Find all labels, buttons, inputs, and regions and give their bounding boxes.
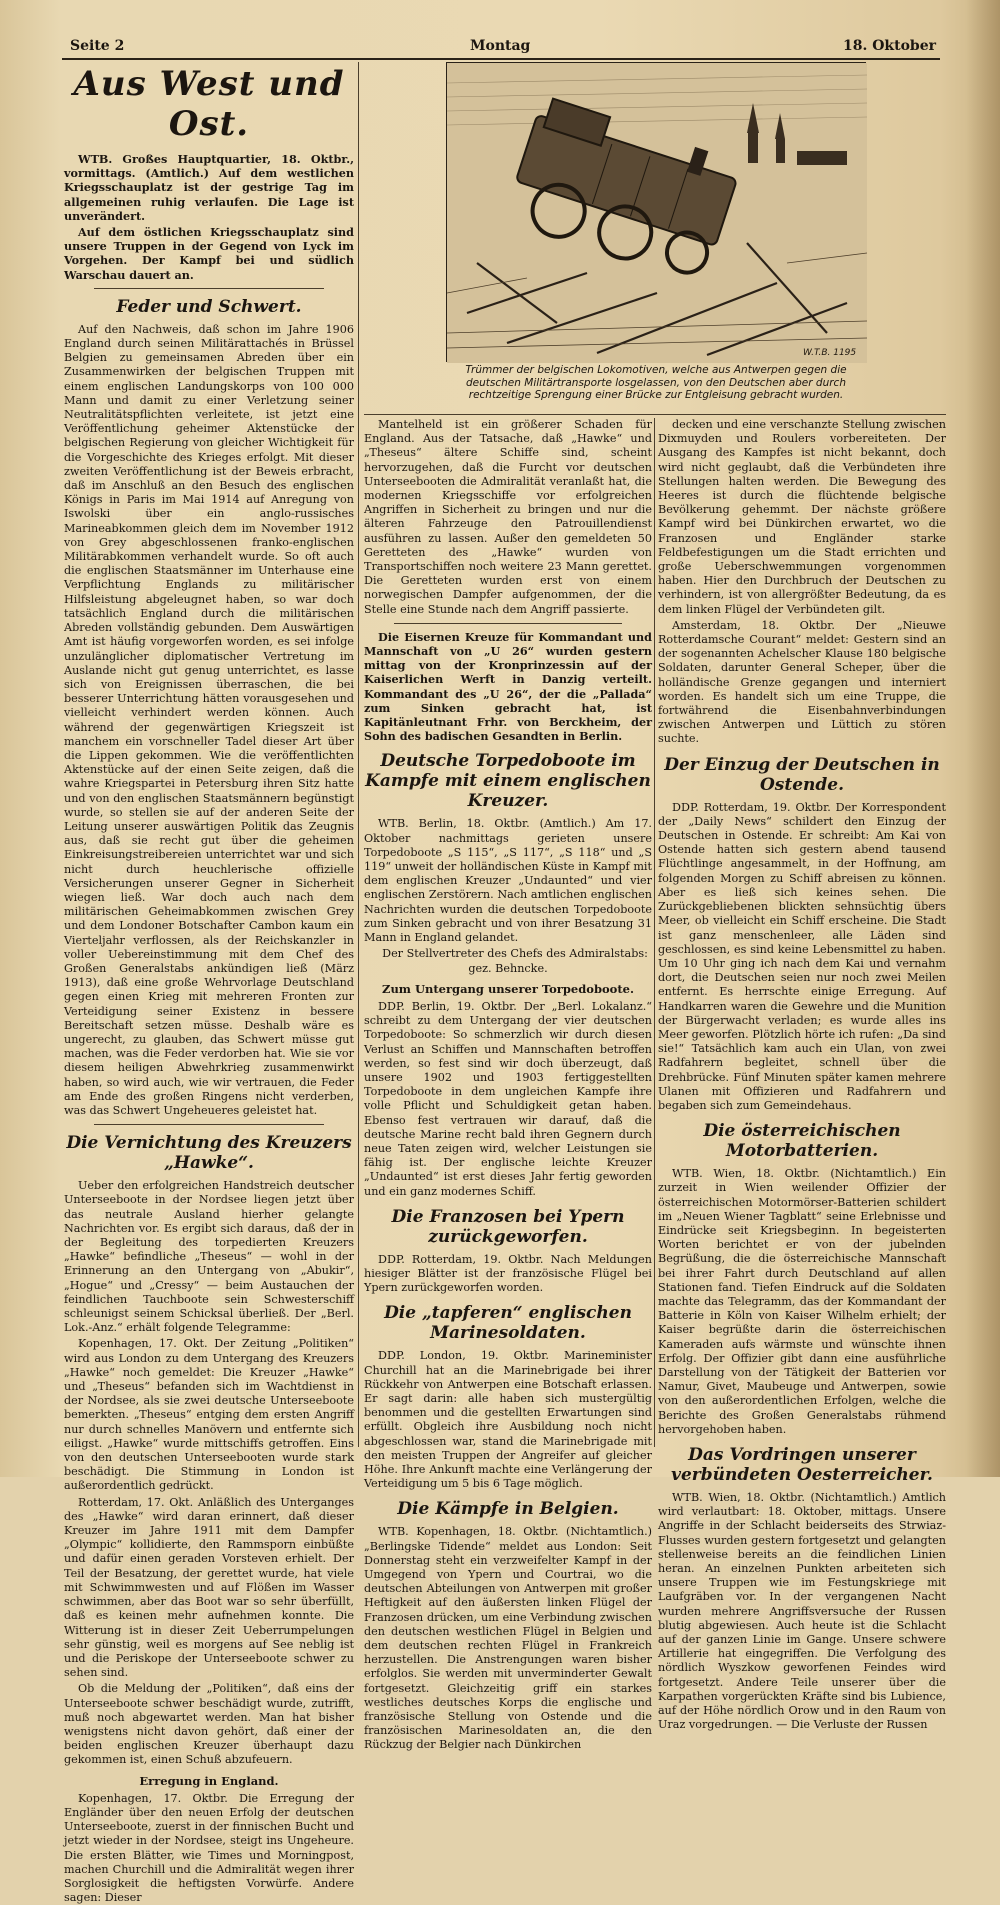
- column-3: [658, 418, 946, 1732]
- weekday: Montag: [470, 38, 531, 54]
- issue-date: 18. Oktober: [842, 38, 936, 54]
- page-header: [60, 36, 940, 58]
- page-binding-shadow: [966, 0, 1000, 1477]
- article-paragraph: Ob die Meldung der „Politiken“, daß eins der Unterseeboote schwer beschädigt wurde, zutrifft, muß noch abgewartet werden. Man hat bisher wenigstens nicht davon gehört, daß einer der beiden englischen Kreuzer überhaupt dazu gekommen ist, einen Schuß abzufeuern.: [64, 1682, 354, 1767]
- header-rule: [62, 58, 940, 60]
- page-number: Seite 2: [70, 38, 125, 54]
- article-paragraph: Rotterdam, 17. Okt. Anläßlich des Unterganges des „Hawke“ wird daran erinnert, daß dieser Kreuzer im Jahre 1911 mit dem Dampfer „Olympic“ kollidierte, den Rammsporn einbüßte und dafür einen geraden Vorsteven erhielt. Der Teil der Besatzung, der gerettet wurde, hat viele mit Schwimmwesten und auf Flößen im Wasser schwimmen, aber das Boot war so sehr überfüllt, daß es keinen mehr aufnehmen konnte. Die Witterung ist in dieser Zeit Ueberrumpelungen sehr günstig, weil es morgens auf See neblig ist und die Periskope der Unterseeboote schwer zu sehen sind.: [64, 1495, 354, 1680]
- separator: [94, 1124, 324, 1125]
- signature-line: Der Stellvertreter des Chefs des Admiralstabs: gez. Behncke.: [382, 947, 648, 975]
- article-paragraph: Auf dem östlichen Kriegsschauplatz sind unsere Truppen in der Gegend von Lyck im Vorgehen. Der Kampf bei und südlich Warschau dauert an.: [64, 225, 354, 282]
- headline-ypern: Die Franzosen bei Ypern zurückgeworfen.: [391, 1206, 625, 1247]
- locomotive-wreck-illustration: [446, 62, 866, 362]
- headline-hawke: Die Vernichtung des Kreuzers „Hawke“.: [66, 1133, 352, 1174]
- article-paragraph: Auf den Nachweis, daß schon im Jahre 1906 England durch seinen Militärattachés in Brüssel Belgien zu gemeinsamen Abreden über ein Zusammenwirken der belgischen Truppen mit einem englischen Landungskorps von 100 000 Mann und damit zu einer Verletzung seiner Neutralitätspflichten verleitete, ist jetzt eine Veröffentlichung geheimer Aktenstücke der belgischen Regierung von gleicher Wichtigkeit für die Vorgeschichte des Krieges erfolgt. Mit dieser zweiten Veröffentlichung ist der Beweis erbracht, daß im Anschluß an den Besuch des englischen Königs in Paris im Mai 1914 auf Anregung von Iswolski über ein anglo-russisches Marineabkommen gleich dem im November 1912 von Grey abgeschlossenen franko-englischen Militärabkommen verhandelt wurde. So oft auch die englischen Staatsmänner im Unterhause eine Verpflichtung Englands zu militärischer Hilfsleistung abgeleugnet haben, so war doch tatsächlich England durch die militärischen Abreden vollständig gebunden. Dem Auswärtigen Amt ist häufig vorgeworfen worden, es sei infolge unzulänglicher diplomatischer Vertretung im Auslande nicht gut genug unterrichtet, es lasse sich von Ereignissen überraschen, die bei besserer Unterrichtung hätten vorausgesehen und vielleicht verhindert werden können. Auch während der gegenwärtigen Kriegszeit ist manchem ein vorschneller Tadel dieser Art über die Lippen gekommen. Wie die veröffentlichten Aktenstücke auf der einen Seite zeigen, daß die wahre Kriegspartei in Petersburg ihren Sitz hatte und von den englischen Staatsmännern begünstigt wurde, so stellen sie auf der anderen Seite der Leitung unserer auswärtigen Politik das Zeugnis aus, daß sie recht gut über die geheimen Einkreisungstreibereien unterrichtet war und sich nicht durch heuchlerische offizielle Versicherungen unserer Gegner in Sicherheit wiegen ließ. War doch auch nach dem militärischen Geheimabkommen zwischen Grey und dem Londoner Botschafter Cambon kaum ein Vierteljahr verflossen, als der Reichskanzler in voller Uebereinstimmung mit dem Chef des Großen Generalstabs ankündigen ließ (März 1913), daß eine große Wehrvorlage Deutschland gegen einen Krieg mit mehreren Fronten zur Verteidigung seiner Existenz in bessere Bereitschaft setzen müsse. Deshalb wäre es ungerecht, zu glauben, das Schwert müsse gut machen, was die Feder verdorben hat. Wie sie vor diesem heiligen Abwehrkrieg zusammenwirkt haben, so wird auch, wie wir vertrauen, die Feder am Ende des großen Ringens nicht verderben, was das Schwert Ungeheueres geleistet hat.: [64, 322, 354, 1117]
- headline-motorbatterien: Die österreichischen Motorbatterien.: [703, 1121, 901, 1162]
- figure-rule: [364, 414, 946, 415]
- headline-torpedoboote: Deutsche Torpedoboote im Kampfe mit einem englischen Kreuzer.: [365, 751, 651, 812]
- headline-feder-schwert: Feder und Schwert.: [116, 296, 302, 317]
- article-paragraph: WTB. Großes Hauptquartier, 18. Oktbr., vormittags. (Amtlich.) Auf dem westlichen Kriegsschauplatz ist der gestrige Tag im allgemeinen ruhig verlaufen. Die Lage ist unverändert.: [64, 152, 354, 223]
- headline-west-ost: Aus West und Ost.: [73, 64, 345, 144]
- article-paragraph: Amsterdam, 18. Oktbr. Der „Nieuwe Rotterdamsche Courant“ meldet: Gestern sind an der sogenannten Achelscher Klause 180 belgische Soldaten, darunter General Scheper, über die holländische Grenze gegangen und interniert worden. Es handelt sich um eine Truppe, die fortwährend die Eisenbahnverbindungen zwischen Antwerpen und Lüttich zu stören suchte.: [658, 618, 946, 746]
- column-1: [64, 62, 354, 1905]
- article-paragraph: DDP. Rotterdam, 19. Oktbr. Nach Meldungen hiesiger Blätter ist der französische Flügel bei Ypern zurückgeworfen worden.: [364, 1252, 652, 1295]
- illustration-drawing: [447, 63, 867, 363]
- figure-caption: Trümmer der belgischen Lokomotiven, welche aus Antwerpen gegen die deutschen Militärtransporte losgelassen, von den Deutschen aber durch rechtzeitige Sprengung einer Brücke zur Entgleisung gebracht wurden.: [465, 364, 847, 401]
- article-paragraph: Kopenhagen, 17. Oktbr. Die Erregung der Engländer über den neuen Erfolg der deutschen Unterseeboote, zuerst in der finnischen Bucht und jetzt wieder in der Nordsee, steigt ins Ungeheure. Die ersten Blätter, wie Times und Morningpost, machen Churchill und die Admiralität wegen ihrer Sorglosigkeit die heftigsten Vorwürfe. Andere sagen: Dieser: [64, 1791, 354, 1905]
- column-2: [364, 418, 652, 1752]
- article-paragraph: DDP. London, 19. Oktbr. Marineminister Churchill hat an die Marinebrigade bei ihrer Rückkehr von Antwerpen eine Botschaft erlassen. Er sagt darin: alle haben sich mustergültig benommen und die gestellten Erwartungen sind erfüllt. Obgleich ihre Ausbildung noch nicht abgeschlossen war, stand die Marinebrigade mit den meisten Truppen der Angreifer auf gleicher Höhe. Ihre Ankunft machte eine Verlängerung der Verteidigung um 5 bis 6 Tage möglich.: [364, 1349, 652, 1491]
- headline-ostende: Der Einzug der Deutschen in Ostende.: [664, 754, 940, 795]
- subheadline-untergang: Zum Untergang unserer Torpedoboote.: [382, 981, 634, 996]
- article-paragraph: WTB. Kopenhagen, 18. Oktbr. (Nichtamtlich.) „Berlingske Tidende“ meldet aus London: Seit Donnerstag steht ein verzweifelter Kampf in der Umgegend von Ypern und Courtrai, wo die deutschen Abteilungen von Antwerpen mit großer Heftigkeit auf den äußersten linken Flügel der Franzosen drücken, um eine Verbindung zwischen den deutschen westlichen Flügel in Belgien und dem deutschen rechten Flügel in Frankreich herzustellen. Die Anstrengungen waren bisher erfolglos. Sie werden mit unverminderter Gewalt fortgesetzt. Gleichzeitig griff ein starkes westliches deutsches Korps die englische und französische Stellung von Ostende und die französischen Marinesoldaten an, die den Rückzug der Belgier nach Dünkirchen: [364, 1525, 652, 1752]
- article-paragraph: Ueber den erfolgreichen Handstreich deutscher Unterseeboote in der Nordsee liegen jetzt über das neutrale Ausland hierher gelangte Nachrichten vor. Es ergibt sich daraus, daß der in der Begleitung des torpedierten Kreuzers „Hawke“ befindliche „Theseus“ — wohl in der Erinnerung an den Untergang von „Abukir“, „Hogue“ und „Cressy“ — beim Austauchen der feindlichen Tauchboote sein Schwesterschiff schleunigst seinem Schicksal überließ. Der „Berl. Lok.-Anz.“ erhält folgende Telegramme:: [64, 1179, 354, 1335]
- column-rule: [358, 62, 359, 1447]
- column-rule: [654, 418, 655, 1447]
- article-paragraph: WTB. Berlin, 18. Oktbr. (Amtlich.) Am 17. Oktober nachmittags gerieten unsere Torpedoboote „S 115“, „S 117“, „S 118“ und „S 119“ unweit der holländischen Küste in Kampf mit dem englischen Kreuzer „Undaunted“ und vier englischen Zerstörern. Nach amtlichen englischen Nachrichten wurden die deutschen Torpedoboote zum Sinken gebracht und von ihrer Besatzung 31 Mann in England gelandet.: [364, 817, 652, 945]
- article-paragraph: DDP. Berlin, 19. Oktbr. Der „Berl. Lokalanz.“ schreibt zu dem Untergang der vier deutschen Torpedoboote: So schmerzlich wir durch diesen Verlust an Schiffen und Mannschaften betroffen werden, so fest sind wir doch überzeugt, daß unsere 1902 und 1903 fertiggestellten Torpedoboote in dem ungleichen Kampfe ihre volle Pflicht und Schuldigkeit getan haben. Ebenso fest vertrauen wir darauf, daß die deutsche Marine recht bald ihren Gegnern durch neue Taten zeigen wird, welcher Leistungen sie fähig ist. Der englische leichte Kreuzer „Undaunted“ ist erst dieses Jahr fertig geworden und ein ganz modernes Schiff.: [364, 999, 652, 1198]
- article-paragraph: decken und eine verschanzte Stellung zwischen Dixmuyden und Roulers vorbereiteten. Der Ausgang des Kampfes ist nicht bekannt, doch wird nicht geglaubt, daß die Verbündeten ihre Stellungen halten werden. Die Bewegung des Heeres ist durch die flüchtende belgische Bevölkerung gehemmt. Der nächste größere Kampf wird bei Dünkirchen erwartet, wo die Franzosen und Engländer starke Feldbefestigungen um die Stadt errichten und große Ueberschwemmungen vorgenommen haben. Hier den Durchbruch der Deutschen zu verhindern, ist von allergrößter Bedeutung, da es dem linken Flügel der Verbündeten gilt.: [658, 418, 946, 616]
- article-paragraph: Mantelheld ist ein größerer Schaden für England. Aus der Tatsache, daß „Hawke“ und „Theseus“ ältere Schiffe sind, scheint hervorzugehen, daß die Furcht vor deutschen Unterseebooten die Admiralität veranlaßt hat, die modernen Kriegsschiffe vor erfolgreichen Angriffen in Sicherheit zu bringen und nur die älteren Fahrzeuge den Patrouillendienst ausführen zu lassen. Außer den gemeldeten 50 Geretteten des „Hawke“ wurden von Transportschiffen noch weitere 23 Mann gerettet. Die Geretteten wurden erst von einem norwegischen Dampfer aufgenommen, der die Stelle eine Stunde nach dem Angriff passierte.: [364, 418, 652, 616]
- article-paragraph: Die Eisernen Kreuze für Kommandant und Mannschaft von „U 26“ wurden gestern mittag von der Kronprinzessin auf der Kaiserlichen Werft in Danzig verteilt. Kommandant des „U 26“, der die „Pallada“ zum Sinken gebracht hat, ist Kapitänleutnant Frhr. von Berckheim, der Sohn des badischen Gesandten in Berlin.: [364, 629, 652, 744]
- headline-kaempfe-belgien: Die Kämpfe in Belgien.: [397, 1499, 619, 1520]
- headline-oesterreicher: Das Vordringen unserer verbündeten Oesterreicher.: [671, 1445, 933, 1485]
- article-paragraph: WTB. Wien, 18. Oktbr. (Nichtamtlich.) Ein zurzeit in Wien weilender Offizier der österreichischen Motormörser-Batterien schildert im „Neuen Wiener Tagblatt“ seine Erlebnisse und Eindrücke seit Kriegsbeginn. In begeisterten Worten berichtet er von der jubelnden Begrüßung, die die österreichische Mannschaft bei ihrer Fahrt durch Deutschland auf allen Stationen fand. Tiefen Eindruck auf die Soldaten machte das Telegramm, das der Kommandant der Batterie in Köln von Kaiser Wilhelm erhielt; der Kaiser begrüßte darin die österreichischen Kameraden aufs wärmste und wünschte ihnen Erfolg. Der Offizier gibt dann eine ausführliche Darstellung von der Tätigkeit der Batterien vor Namur, Givet, Maubeuge und Antwerpen, sowie von den außerordentlichen Erfolgen, welche die Berichte des Großen Generalstabs rühmend hervorgehoben haben.: [658, 1167, 946, 1436]
- article-paragraph: WTB. Wien, 18. Oktbr. (Nichtamtlich.) Amtlich wird verlautbart: 18. Oktober, mittags. Unsere Angriffe in der Schlacht beiderseits des Strwiaz-Flusses wurden gestern fortgesetzt und gelangten stellenweise bereits an die feindlichen Linien heran. An einzelnen Punkten arbeiteten sich unsere Truppen wie im Festungskriege mit Laufgräben vor. In der vergangenen Nacht wurden mehrere Angriffsversuche der Russen blutig abgewiesen. Auch heute ist die Schlacht auf der ganzen Linie im Gange. Unsere schwere Artillerie hat eingegriffen. Die Verfolgung des nördlich Wyszkow geworfenen Feindes wird fortgesetzt. Andere Teile unserer über die Karpathen vorgerückten Kräfte sind bis Lubience, auf der Höhe nördlich Orow und in den Raum von Uraz vorgedrungen. — Die Verluste der Russen: [658, 1491, 946, 1732]
- article-paragraph: Kopenhagen, 17. Okt. Der Zeitung „Politiken“ wird aus London zu dem Untergang des Kreuzers „Hawke“ noch gemeldet: Die Kreuzer „Hawke“ und „Theseus“ befanden sich im Wachtdienst in der Nordsee, als sie zwei deutsche Unterseeboote bemerkten. „Theseus“ entging dem ersten Angriff nur durch schnelles Manövern und entfernte sich eiligst. „Hawke“ wurde mittschiffs getroffen. Eins von den deutschen Unterseebooten wurde stark beschädigt. Die Stimmung in London ist außerordentlich gedrückt.: [64, 1337, 354, 1493]
- illustration-signature: W.T.B. 1195: [803, 348, 857, 358]
- subheadline-erregung: Erregung in England.: [139, 1773, 279, 1788]
- separator: [94, 288, 324, 289]
- headline-marinesoldaten: Die „tapferen“ englischen Marinesoldaten.: [384, 1303, 632, 1344]
- article-paragraph: DDP. Rotterdam, 19. Oktbr. Der Korrespondent der „Daily News“ schildert den Einzug der Deutschen in Ostende. Er schreibt: Am Kai von Ostende hatten sich gestern abend tausend Flüchtlinge angesammelt, in der Hoffnung, am folgenden Morgen zu Schiff abreisen zu können. Aber es ließ sich keines sehen. Die Zurückgebliebenen blickten sehnsüchtig übers Meer, ob vielleicht ein Schiff erscheine. Die Stadt ist ganz menschenleer, alle Läden sind geschlossen, es sind keine Lebensmittel zu haben. Um 10 Uhr ging ich nach dem Kai und vernahm dort, die Deutschen seien nur noch zwei Meilen entfernt. Es herrschte einige Erregung. Auf Handkarren waren die Gewehre und die Munition der Bürgerwacht verladen; es wurde alles ins Meer geworfen. Plötzlich hörte ich rufen: „Da sind sie!“ Tatsächlich kam auch ein Ulan, von zwei Radfahrern begleitet, schnell über die Drehbrücke. Fünf Minuten später kamen mehrere Ulanen mit Offizieren und Radfahrern und begaben sich zum Gemeindehaus.: [658, 800, 946, 1112]
- separator: [394, 623, 622, 624]
